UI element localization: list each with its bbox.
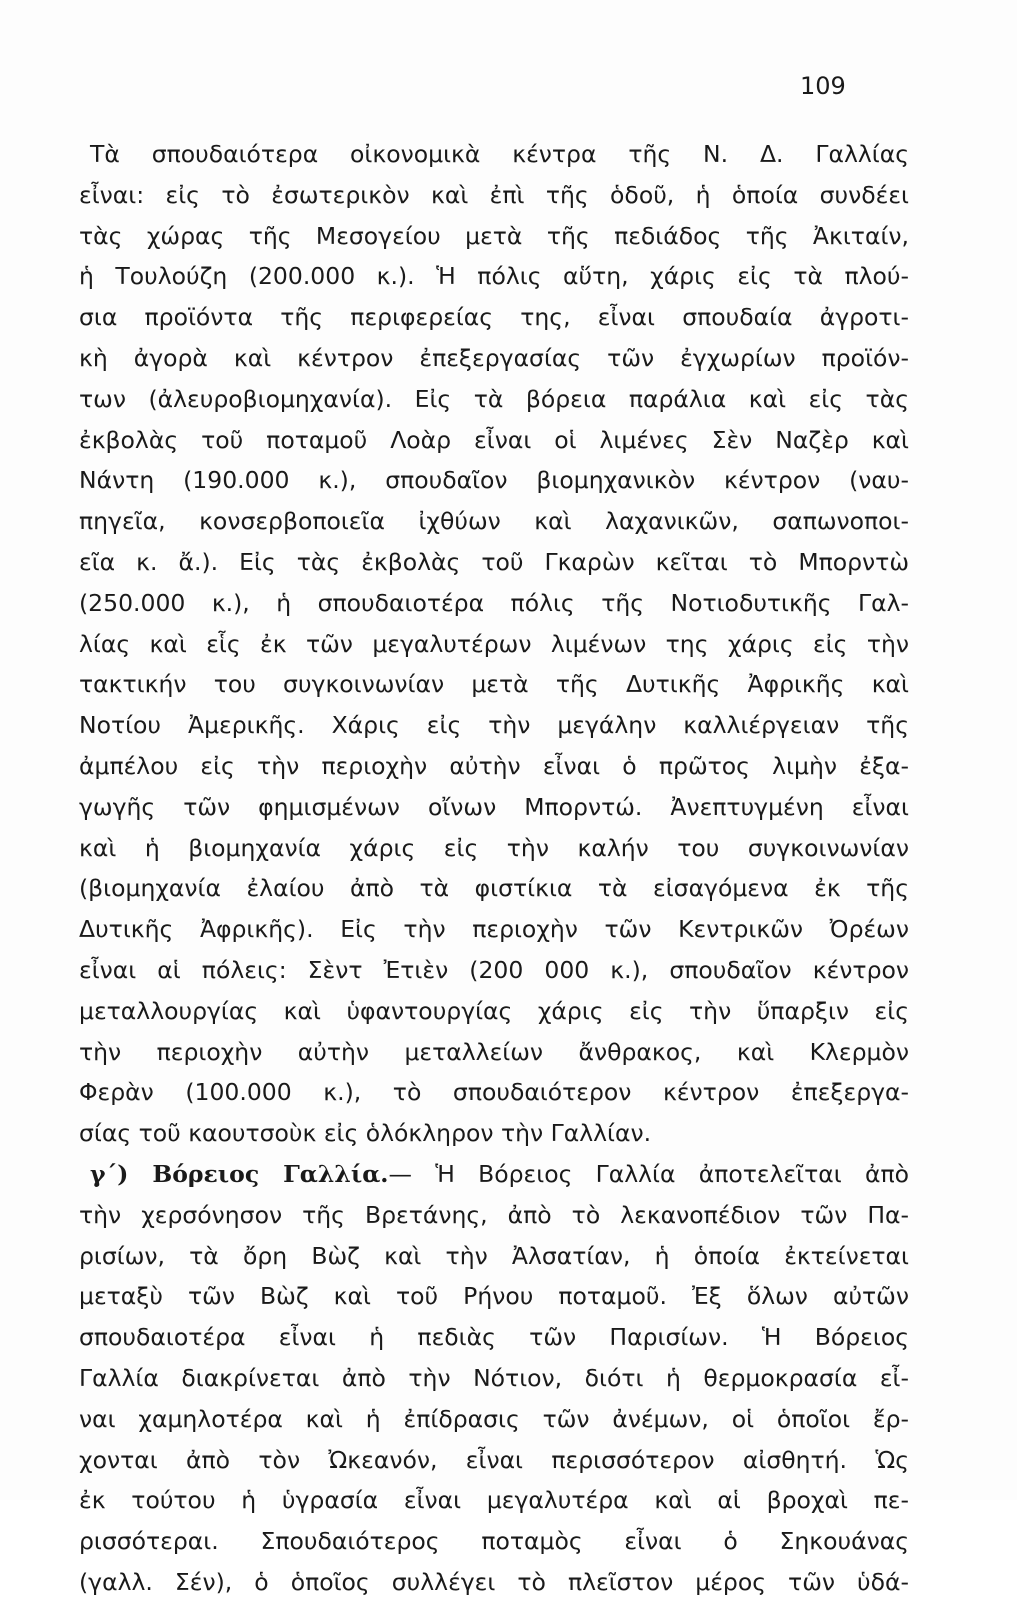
- text-line: Γαλλία διακρίνεται ἀπὸ τὴν Νότιον, διότι ἡ θερμοκρασία εἶ-: [79, 1363, 909, 1392]
- text-line: ναι χαμηλοτέρα καὶ ἡ ἐπίδρασις τῶν ἀνέμων, οἱ ὁποῖοι ἔρ-: [79, 1404, 909, 1433]
- text-line: χονται ἀπὸ τὸν Ὠκεανόν, εἶναι περισσότερον αἰσθητή. Ὡς: [79, 1445, 909, 1474]
- text-line: εῖα κ. ἄ.). Εἰς τὰς ἐκβολὰς τοῦ Γκαρὼν κεῖται τὸ Μπορντὼ: [79, 547, 909, 576]
- text-line: μεταξὺ τῶν Βὼζ καὶ τοῦ Ρήνου ποταμοῦ. Ἐξ ὅλων αὐτῶν: [79, 1282, 909, 1311]
- text-line: Τὰ σπουδαιότερα οἰκονομικὰ κέντρα τῆς Ν. Δ. Γαλλίας: [90, 140, 909, 168]
- text-line: (βιομηχανία ἐλαίου ἀπὸ τὰ φιστίκια τὰ εἰσαγόμενα ἐκ τῆς: [79, 874, 909, 903]
- section-first-line-text: — Ἡ Βόρειος Γαλλία ἀποτελεῖται ἀπὸ: [388, 1159, 909, 1188]
- text-line: σπουδαιοτέρα εἶναι ἡ πεδιὰς τῶν Παρισίων. Ἡ Βόρειος: [79, 1323, 909, 1352]
- section-first-line: [79, 1154, 909, 1195]
- text-line: Φερὰν (100.000 κ.), τὸ σπουδαιότερον κέντρον ἐπεξεργα-: [79, 1078, 909, 1107]
- text-line: (γαλλ. Σέν), ὁ ὁποῖος συλλέγει τὸ πλεῖστον μέρος τῶν ὑδά-: [79, 1567, 909, 1596]
- text-line: καὶ ἡ βιομηχανία χάρις εἰς τὴν καλήν του συγκοινωνίαν: [79, 833, 909, 862]
- text-line: ρισίων, τὰ ὄρη Βὼζ καὶ τὴν Ἀλσατίαν, ἡ ὁποία ἐκτείνεται: [79, 1241, 909, 1270]
- text-line: Νοτίου Ἀμερικῆς. Χάρις εἰς τὴν μεγάλην καλλιέργειαν τῆς: [79, 711, 909, 740]
- text-line: σια προϊόντα τῆς περιφερείας της, εἶναι σπουδαία ἀγροτι-: [79, 303, 909, 332]
- text-line: (250.000 κ.), ἡ σπουδαιοτέρα πόλις τῆς Νοτιοδυτικῆς Γαλ-: [79, 588, 909, 617]
- text-line: Νάντη (190.000 κ.), σπουδαῖον βιομηχανικὸν κέντρον (ναυ-: [79, 466, 909, 495]
- text-line: Δυτικῆς Ἀφρικῆς). Εἰς τὴν περιοχὴν τῶν Κεντρικῶν Ὀρέων: [79, 915, 909, 944]
- section-heading: γ΄) Βόρειος Γαλλία.: [90, 1159, 389, 1188]
- text-line: γωγῆς τῶν φημισμένων οἴνων Μπορντώ. Ἀνεπτυγμένη εἶναι: [79, 792, 909, 821]
- text-line: τὴν χερσόνησον τῆς Βρετάνης, ἀπὸ τὸ λεκανοπέδιον τῶν Πα-: [79, 1200, 909, 1229]
- body-text: [79, 134, 909, 1603]
- text-line: ρισσότεραι. Σπουδαιότερος ποταμὸς εἶναι ὁ Σηκουάνας: [79, 1527, 909, 1556]
- text-line: κὴ ἀγορὰ καὶ κέντρον ἐπεξεργασίας τῶν ἐγχωρίων προϊόν-: [79, 343, 909, 372]
- text-line: ἀμπέλου εἰς τὴν περιοχὴν αὐτὴν εἶναι ὁ πρῶτος λιμὴν ἐξα-: [79, 751, 909, 780]
- text-line: λίας καὶ εἷς ἐκ τῶν μεγαλυτέρων λιμένων της χάρις εἰς τὴν: [79, 629, 909, 658]
- text-line: ἐκ τούτου ἡ ὑγρασία εἶναι μεγαλυτέρα καὶ αἱ βροχαὶ πε-: [79, 1486, 909, 1515]
- text-line: εἶναι αἱ πόλεις: Σὲντ Ἐτιὲν (200 000 κ.), σπουδαῖον κέντρον: [79, 955, 909, 984]
- text-line: σίας τοῦ καουτσοὺκ εἰς ὁλόκληρον τὴν Γαλλίαν.: [79, 1119, 652, 1148]
- text-line: τὴν περιοχὴν αὐτὴν μεταλλείων ἄνθρακος, καὶ Κλερμὸν: [79, 1037, 909, 1066]
- text-line: τακτικήν του συγκοινωνίαν μετὰ τῆς Δυτικῆς Ἀφρικῆς καὶ: [79, 670, 909, 699]
- text-line: ἐκβολὰς τοῦ ποταμοῦ Λοὰρ εἶναι οἱ λιμένες Σὲν Ναζὲρ καὶ: [79, 425, 909, 454]
- page-number: 109: [800, 72, 846, 100]
- text-line: τὰς χώρας τῆς Μεσογείου μετὰ τῆς πεδιάδος τῆς Ἀκιταίν,: [79, 221, 909, 250]
- text-line: των (ἀλευροβιομηχανία). Εἰς τὰ βόρεια παράλια καὶ εἰς τὰς: [79, 384, 909, 413]
- text-line: ἡ Τουλούζη (200.000 κ.). Ἡ πόλις αὕτη, χάρις εἰς τὰ πλού-: [79, 262, 909, 291]
- text-line: μεταλλουργίας καὶ ὑφαντουργίας χάρις εἰς τὴν ὕπαρξιν εἰς: [79, 996, 909, 1025]
- text-line: εἶναι: εἰς τὸ ἐσωτερικὸν καὶ ἐπὶ τῆς ὁδοῦ, ἡ ὁποία συνδέει: [79, 180, 909, 209]
- text-line: πηγεῖα, κονσερβοποιεῖα ἰχθύων καὶ λαχανικῶν, σαπωνοποι-: [79, 507, 909, 536]
